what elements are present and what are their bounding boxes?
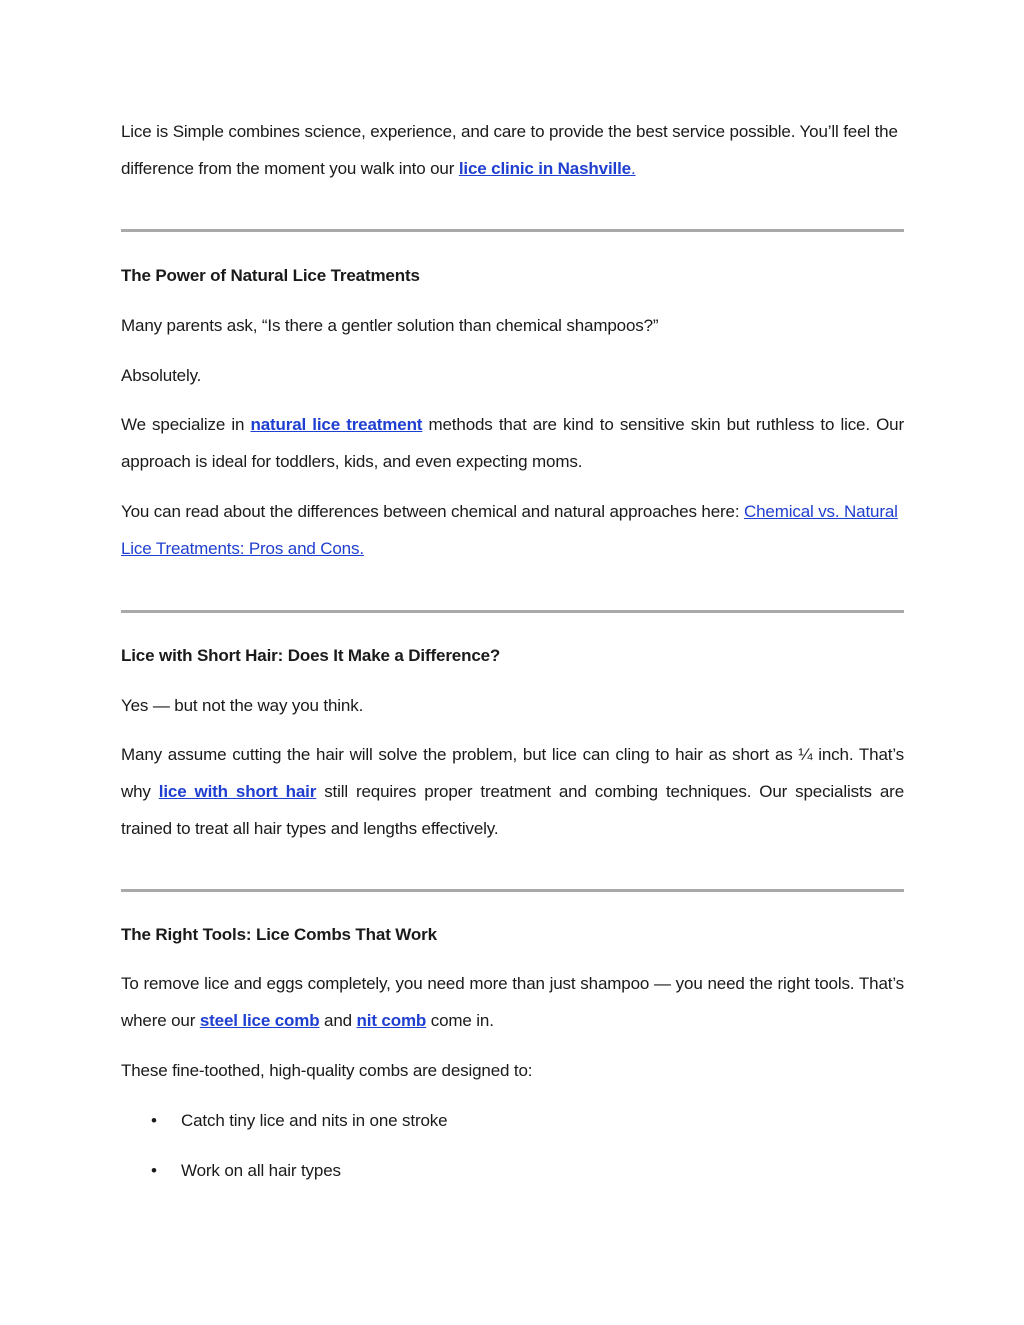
list-item <box>121 1102 904 1139</box>
paragraph <box>121 736 904 847</box>
list-item <box>121 1152 904 1189</box>
bullet-list <box>121 1102 904 1189</box>
list-item-text: Work on all hair types <box>181 1161 341 1180</box>
link-lice-with-short-hair[interactable]: lice with short hair <box>158 782 317 801</box>
paragraph-text: still requires proper treatment and combing techniques. Our specialists are trained to treat all hair types and lengths effectively. <box>121 782 904 838</box>
paragraph: Yes — but not the way you think. <box>121 696 364 715</box>
bullet-icon: • <box>151 1111 157 1130</box>
intro-paragraph <box>121 113 904 187</box>
link-nit-comb[interactable]: nit comb <box>356 1011 427 1030</box>
paragraph-text: To remove lice and eggs completely, you need more than just shampoo — you need the right tools. That’s where our <box>121 974 904 1030</box>
link-chemical-vs-natural[interactable]: Chemical vs. Natural Lice Treatments: Pros and Cons. <box>121 502 898 558</box>
paragraph <box>121 406 904 480</box>
paragraph-text: and <box>319 1011 357 1030</box>
section-heading: The Right Tools: Lice Combs That Work <box>121 925 437 944</box>
document-body <box>121 113 904 1189</box>
section-heading: Lice with Short Hair: Does It Make a Difference? <box>121 646 501 665</box>
paragraph: Many parents ask, “Is there a gentler solution than chemical shampoos?” <box>121 316 659 335</box>
link-natural-lice-treatment[interactable]: natural lice treatment <box>250 415 423 434</box>
paragraph: Absolutely. <box>121 366 202 385</box>
paragraph-text: Many assume cutting the hair will solve the problem, but lice can cling to hair as short as ¼ inch. That’s why <box>121 745 904 801</box>
section-heading: The Power of Natural Lice Treatments <box>121 266 420 285</box>
paragraph <box>121 493 904 567</box>
link-lice-clinic-nashville[interactable]: lice clinic in Nashville <box>458 159 631 178</box>
paragraph-text: We specialize in <box>121 415 251 434</box>
intro-period[interactable]: . <box>630 159 636 178</box>
paragraph <box>121 965 904 1039</box>
paragraph-text: come in. <box>426 1011 494 1030</box>
paragraph-text: methods that are kind to sensitive skin but ruthless to lice. Our approach is ideal for toddlers, kids, and even expecting moms. <box>121 415 904 471</box>
intro-text: Lice is Simple combines science, experience, and care to provide the best service possible. You’ll feel the difference from the moment you walk into our <box>121 122 898 178</box>
link-steel-lice-comb[interactable]: steel lice comb <box>199 1011 320 1030</box>
paragraph: These fine-toothed, high-quality combs are designed to: <box>121 1061 533 1080</box>
bullet-icon: • <box>151 1161 157 1180</box>
paragraph-text: You can read about the differences between chemical and natural approaches here: <box>121 502 744 521</box>
list-item-text: Catch tiny lice and nits in one stroke <box>181 1111 448 1130</box>
